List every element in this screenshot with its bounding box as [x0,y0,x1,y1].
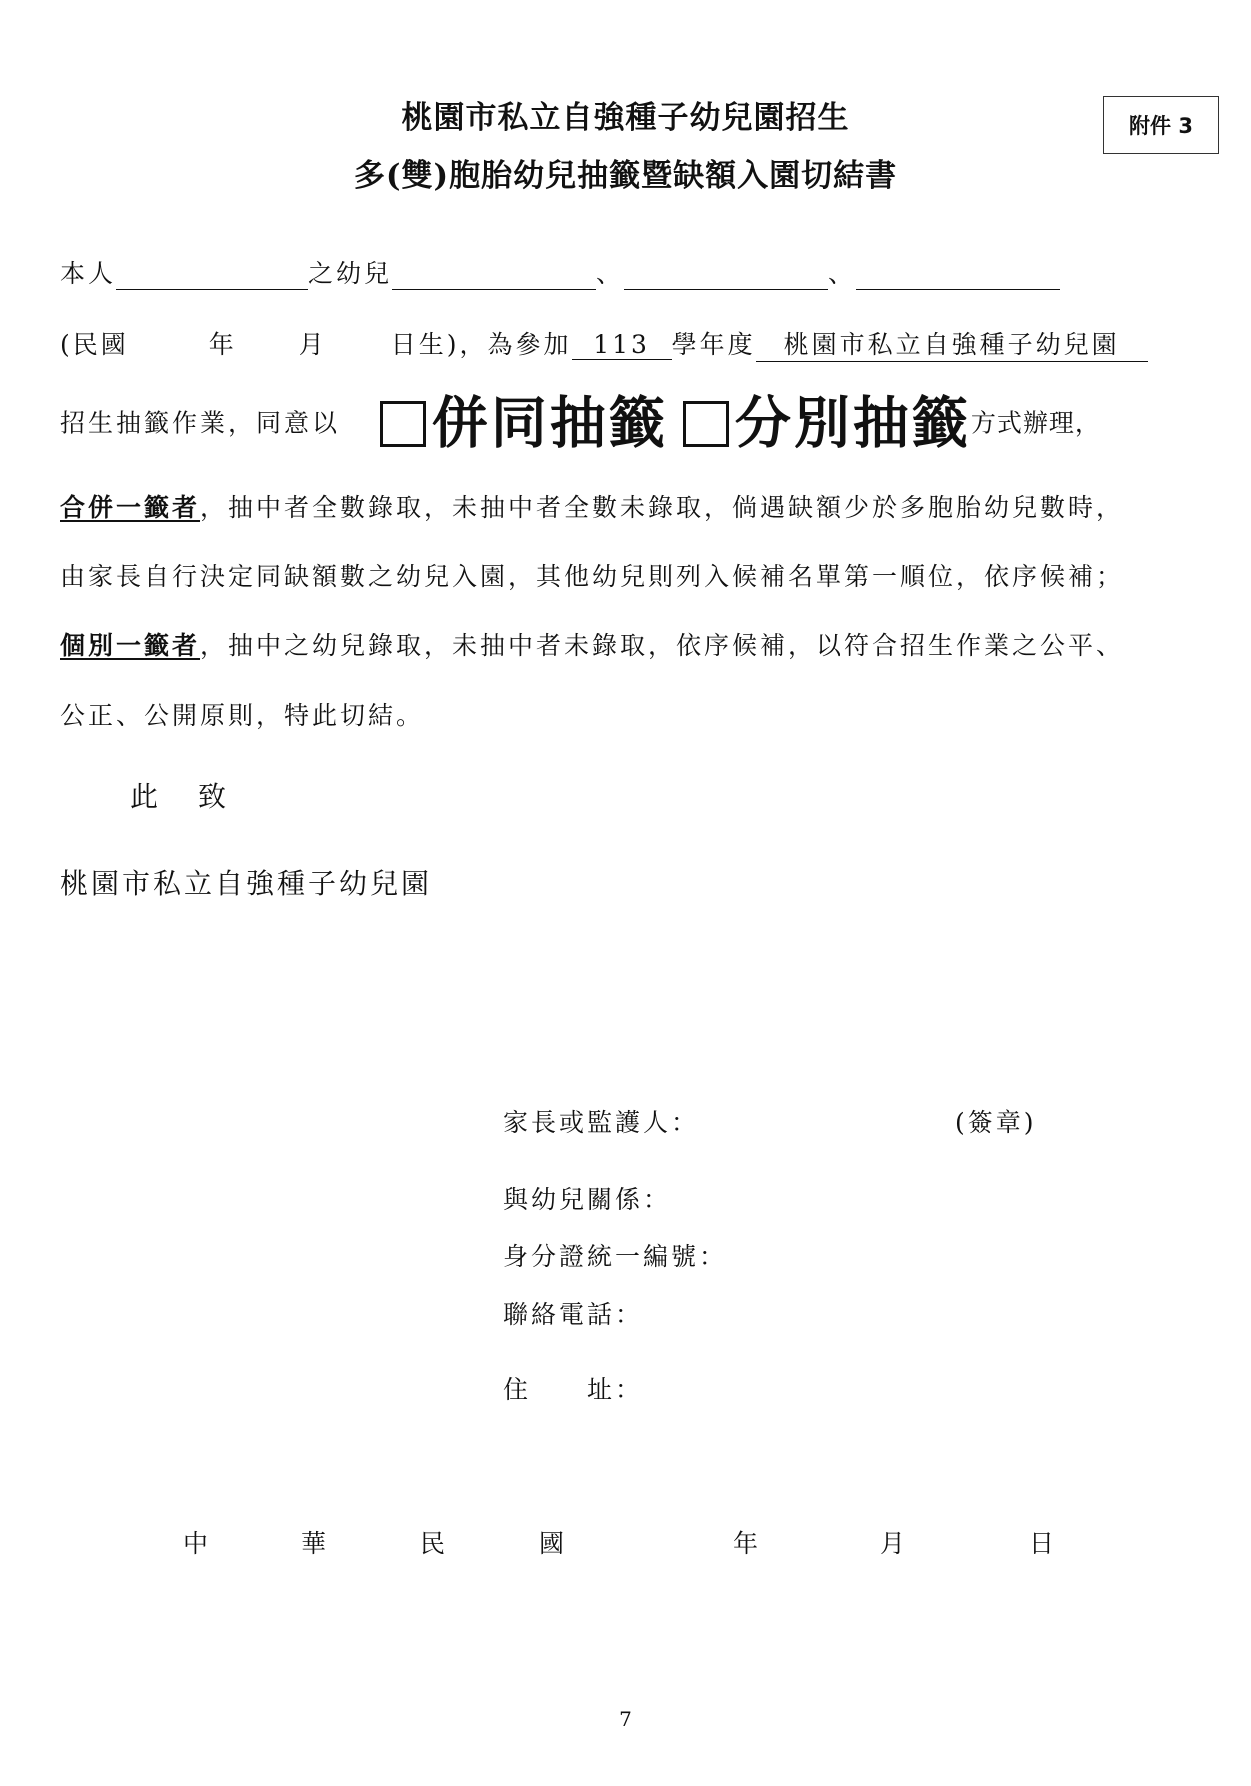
paragraph-line-5: 由家長自行決定同缺額數之幼兒入園，其他幼兒則列入候補名單第一順位，依序候補； [60,562,1125,591]
address-label: 住 址： [503,1375,644,1404]
birth-day-label: 日生)，為參加 [390,330,572,359]
school-year-value: 113 [572,330,672,360]
separate-draw-term: 個別一籤者 [60,631,201,660]
joint-draw-checkbox[interactable] [380,401,426,447]
birth-year-label: 年 [208,330,237,359]
line3-prefix: 招生抽籤作業，同意以 [60,408,341,438]
page-number: 7 [619,1707,632,1731]
paragraph-line-7: 公正、公開原則，特此切結。 [60,701,425,730]
separator-1: 、 [596,259,625,288]
joint-draw-term: 合併一籤者 [60,493,201,522]
child-label: 之幼兒 [308,259,393,288]
joint-draw-label: 併同抽籤 [431,390,668,457]
document-subtitle: 多(雙)胞胎幼兒抽籤暨缺額入園切結書 [353,158,898,194]
paragraph-line-2 [60,325,1148,362]
line3-suffix: 方式辦理， [970,408,1101,438]
date-hua: 華 [301,1529,327,1558]
guardian-label: 家長或監護人： [503,1108,700,1137]
signature-label: (簽章) [955,1108,1037,1137]
date-year: 年 [733,1529,759,1558]
separate-draw-text: ，抽中之幼兒錄取，未抽中者未錄取，依序候補，以符合招生作業之公平、 [200,631,1125,660]
paragraph-line-3 [60,386,1101,458]
joint-draw-text: ，抽中者全數錄取，未抽中者全數未錄取，倘遇缺額少於多胞胎幼兒數時， [200,493,1125,522]
applicant-label: 本人 [60,259,117,288]
child-name-blank-1[interactable] [392,263,596,290]
separator-2: 、 [828,259,857,288]
separate-draw-checkbox[interactable] [683,401,729,447]
date-day: 日 [1029,1529,1055,1558]
paragraph-line-1 [60,254,1060,290]
document-title: 桃園市私立自強種子幼兒園招生 [401,100,850,136]
kindergarten-name: 桃園市私立自強種子幼兒園 [756,325,1148,362]
birth-open: (民國 [60,330,129,359]
child-name-blank-3[interactable] [856,263,1060,290]
school-year-label: 學年度 [671,330,756,359]
applicant-name-blank[interactable] [116,263,308,290]
phone-label: 聯絡電話： [503,1300,644,1329]
separate-draw-label: 分別抽籤 [734,390,971,457]
child-name-blank-2[interactable] [624,263,828,290]
id-number-label: 身分證統一編號： [503,1242,728,1271]
date-month: 月 [880,1529,906,1558]
date-guo: 國 [539,1529,565,1558]
attachment-label: 附件 3 [1103,96,1219,154]
date-zhong: 中 [183,1529,209,1558]
relationship-label: 與幼兒關係： [503,1185,672,1214]
recipient: 桃園市私立自強種子幼兒園 [60,867,433,900]
paragraph-line-6 [60,626,1124,662]
date-min: 民 [420,1529,446,1558]
birth-month-label: 月 [298,330,327,359]
salutation: 此 致 [130,780,233,813]
paragraph-line-4 [60,488,1124,524]
